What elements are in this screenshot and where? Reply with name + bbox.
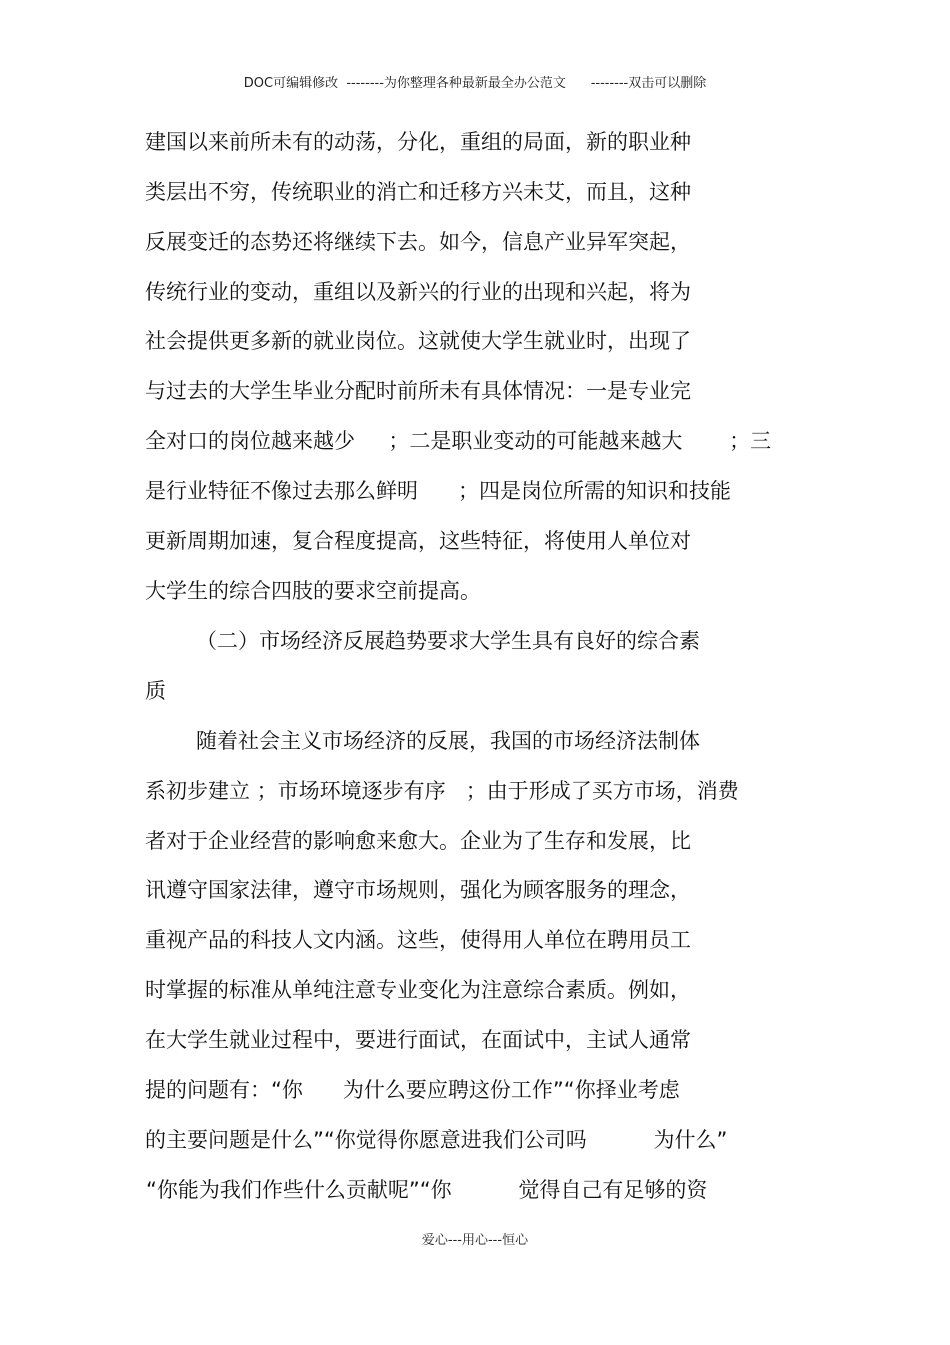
body-line: 在大学生就业过程中，要进行面试，在面试中，主试人通常	[145, 1028, 691, 1052]
section-heading: （二）市场经济反展趋势要求大学生具有良好的综合素	[196, 629, 700, 653]
body-line: 是行业特征不像过去那么鲜明 ；四是岗位所需的知识和技能	[145, 479, 732, 503]
body-line: 传统行业的变动，重组以及新兴的行业的出现和兴起，将为	[145, 280, 691, 304]
body-line: 类层出不穷，传统职业的消亡和迁移方兴未艾，而且，这种	[145, 180, 691, 204]
body-line: 反展变迁的态势还将继续下去。如今，信息产业异军突起，	[145, 230, 691, 254]
body-line: 时掌握的标准从单纯注意专业变化为注意综合素质。例如，	[145, 978, 691, 1002]
body-line: 重视产品的科技人文内涵。这些，使得用人单位在聘用员工	[145, 928, 691, 952]
page-footer: 爱心---用心---恒心	[421, 1233, 529, 1248]
body-line: 大学生的综合四肢的要求空前提高。	[145, 579, 481, 603]
body-line: 社会提供更多新的就业岗位。这就使大学生就业时，出现了	[145, 329, 691, 353]
header-right-text: --------双击可以删除	[590, 76, 707, 91]
header-middle-text: --------为你整理各种最新最全办公范文	[346, 76, 566, 91]
body-line: 建国以来前所未有的动荡，分化，重组的局面，新的职业种	[145, 130, 691, 154]
body-line: 提的问题有：“你 为什么要应聘这份工作”“你择业考虑	[145, 1078, 680, 1102]
header-left-text: DOC可编辑修改	[243, 76, 339, 91]
body-line: 的主要问题是什么”“你觉得你愿意进我们公司吗 为什么”	[145, 1128, 728, 1152]
body-line: 全对口的岗位越来越少 ；二是职业变动的可能越来越大 ；三	[145, 429, 772, 453]
paragraph-first-line: 随着社会主义市场经济的反展，我国的市场经济法制体	[196, 729, 700, 753]
body-line: 质	[145, 679, 166, 703]
body-line: 系初步建立 ；市场环境逐步有序 ；由于形成了买方市场，消费	[145, 779, 739, 803]
body-line: 讯遵守国家法律，遵守市场规则，强化为顾客服务的理念，	[145, 878, 691, 902]
body-line: 与过去的大学生毕业分配时前所未有具体情况：一是专业完	[145, 379, 691, 403]
body-line: “你能为我们作些什么贡献呢”“你 觉得自己有足够的资	[146, 1178, 708, 1202]
body-line: 者对于企业经营的影响愈来愈大。企业为了生存和发展，比	[145, 829, 691, 853]
body-line: 更新周期加速，复合程度提高，这些特征，将使用人单位对	[145, 529, 691, 553]
